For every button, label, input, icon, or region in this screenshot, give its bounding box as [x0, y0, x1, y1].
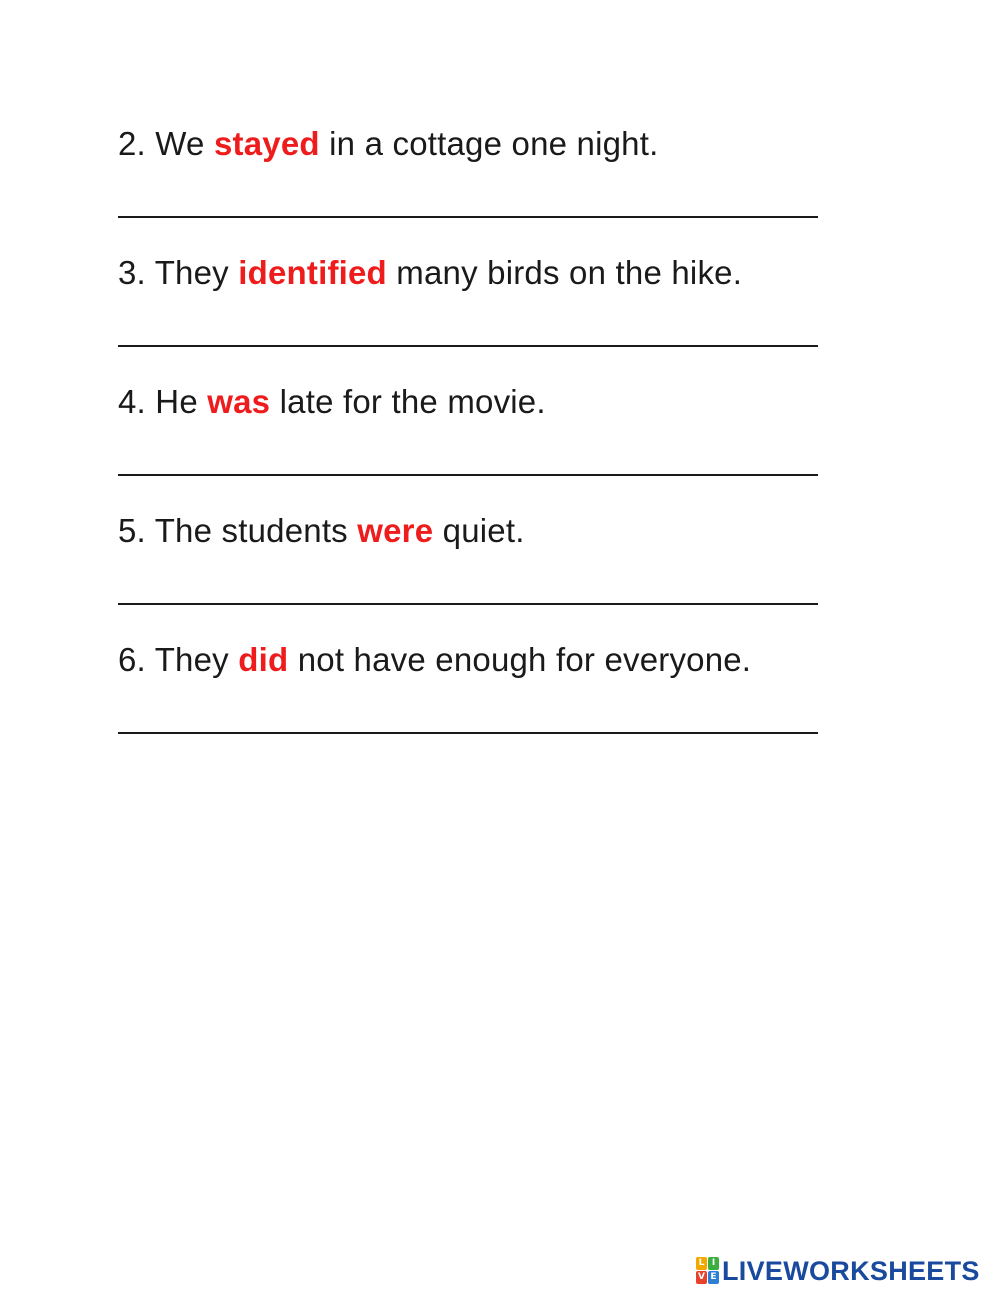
exercise-item	[118, 253, 878, 293]
item-number: 3.	[118, 254, 146, 291]
liveworksheets-logo[interactable]	[696, 1254, 980, 1288]
answer-input[interactable]	[118, 440, 818, 476]
answer-input[interactable]	[118, 698, 818, 734]
logo-block: E	[708, 1271, 719, 1284]
sentence	[118, 124, 878, 164]
sentence	[118, 253, 878, 293]
highlighted-verb: was	[207, 383, 271, 420]
exercise-item	[118, 124, 878, 164]
sentence-start: He	[155, 383, 198, 420]
answer-input[interactable]	[118, 182, 818, 218]
logo-block: V	[696, 1271, 707, 1284]
exercise-item	[118, 382, 878, 422]
highlighted-verb: identified	[238, 254, 387, 291]
answer-underline	[118, 732, 818, 734]
sentence-start: They	[154, 254, 229, 291]
highlighted-verb: did	[238, 641, 289, 678]
sentence-end: quiet.	[442, 512, 525, 549]
highlighted-verb: were	[357, 512, 434, 549]
highlighted-verb: stayed	[213, 125, 320, 162]
sentence	[118, 382, 878, 422]
answer-underline	[118, 345, 818, 347]
sentence-end: in a cottage one night.	[329, 125, 659, 162]
sentence-start: The students	[154, 512, 348, 549]
sentence-start: They	[154, 641, 229, 678]
answer-input[interactable]	[118, 569, 818, 605]
item-number: 5.	[118, 512, 146, 549]
logo-block: L	[696, 1257, 707, 1270]
logo-text: LIVEWORKSHEETS	[722, 1256, 980, 1286]
sentence-end: late for the movie.	[279, 383, 546, 420]
sentence-start: We	[155, 125, 205, 162]
item-number: 2.	[118, 125, 146, 162]
sentence	[118, 640, 878, 680]
sentence	[118, 511, 878, 551]
answer-input[interactable]	[118, 311, 818, 347]
answer-underline	[118, 603, 818, 605]
logo-blocks-icon	[696, 1257, 720, 1285]
exercise-item	[118, 640, 878, 680]
item-number: 4.	[118, 383, 146, 420]
answer-underline	[118, 474, 818, 476]
answer-underline	[118, 216, 818, 218]
logo-block: I	[708, 1257, 719, 1270]
item-number: 6.	[118, 641, 146, 678]
sentence-end: many birds on the hike.	[396, 254, 743, 291]
exercise-item	[118, 511, 878, 551]
sentence-end: not have enough for everyone.	[297, 641, 752, 678]
